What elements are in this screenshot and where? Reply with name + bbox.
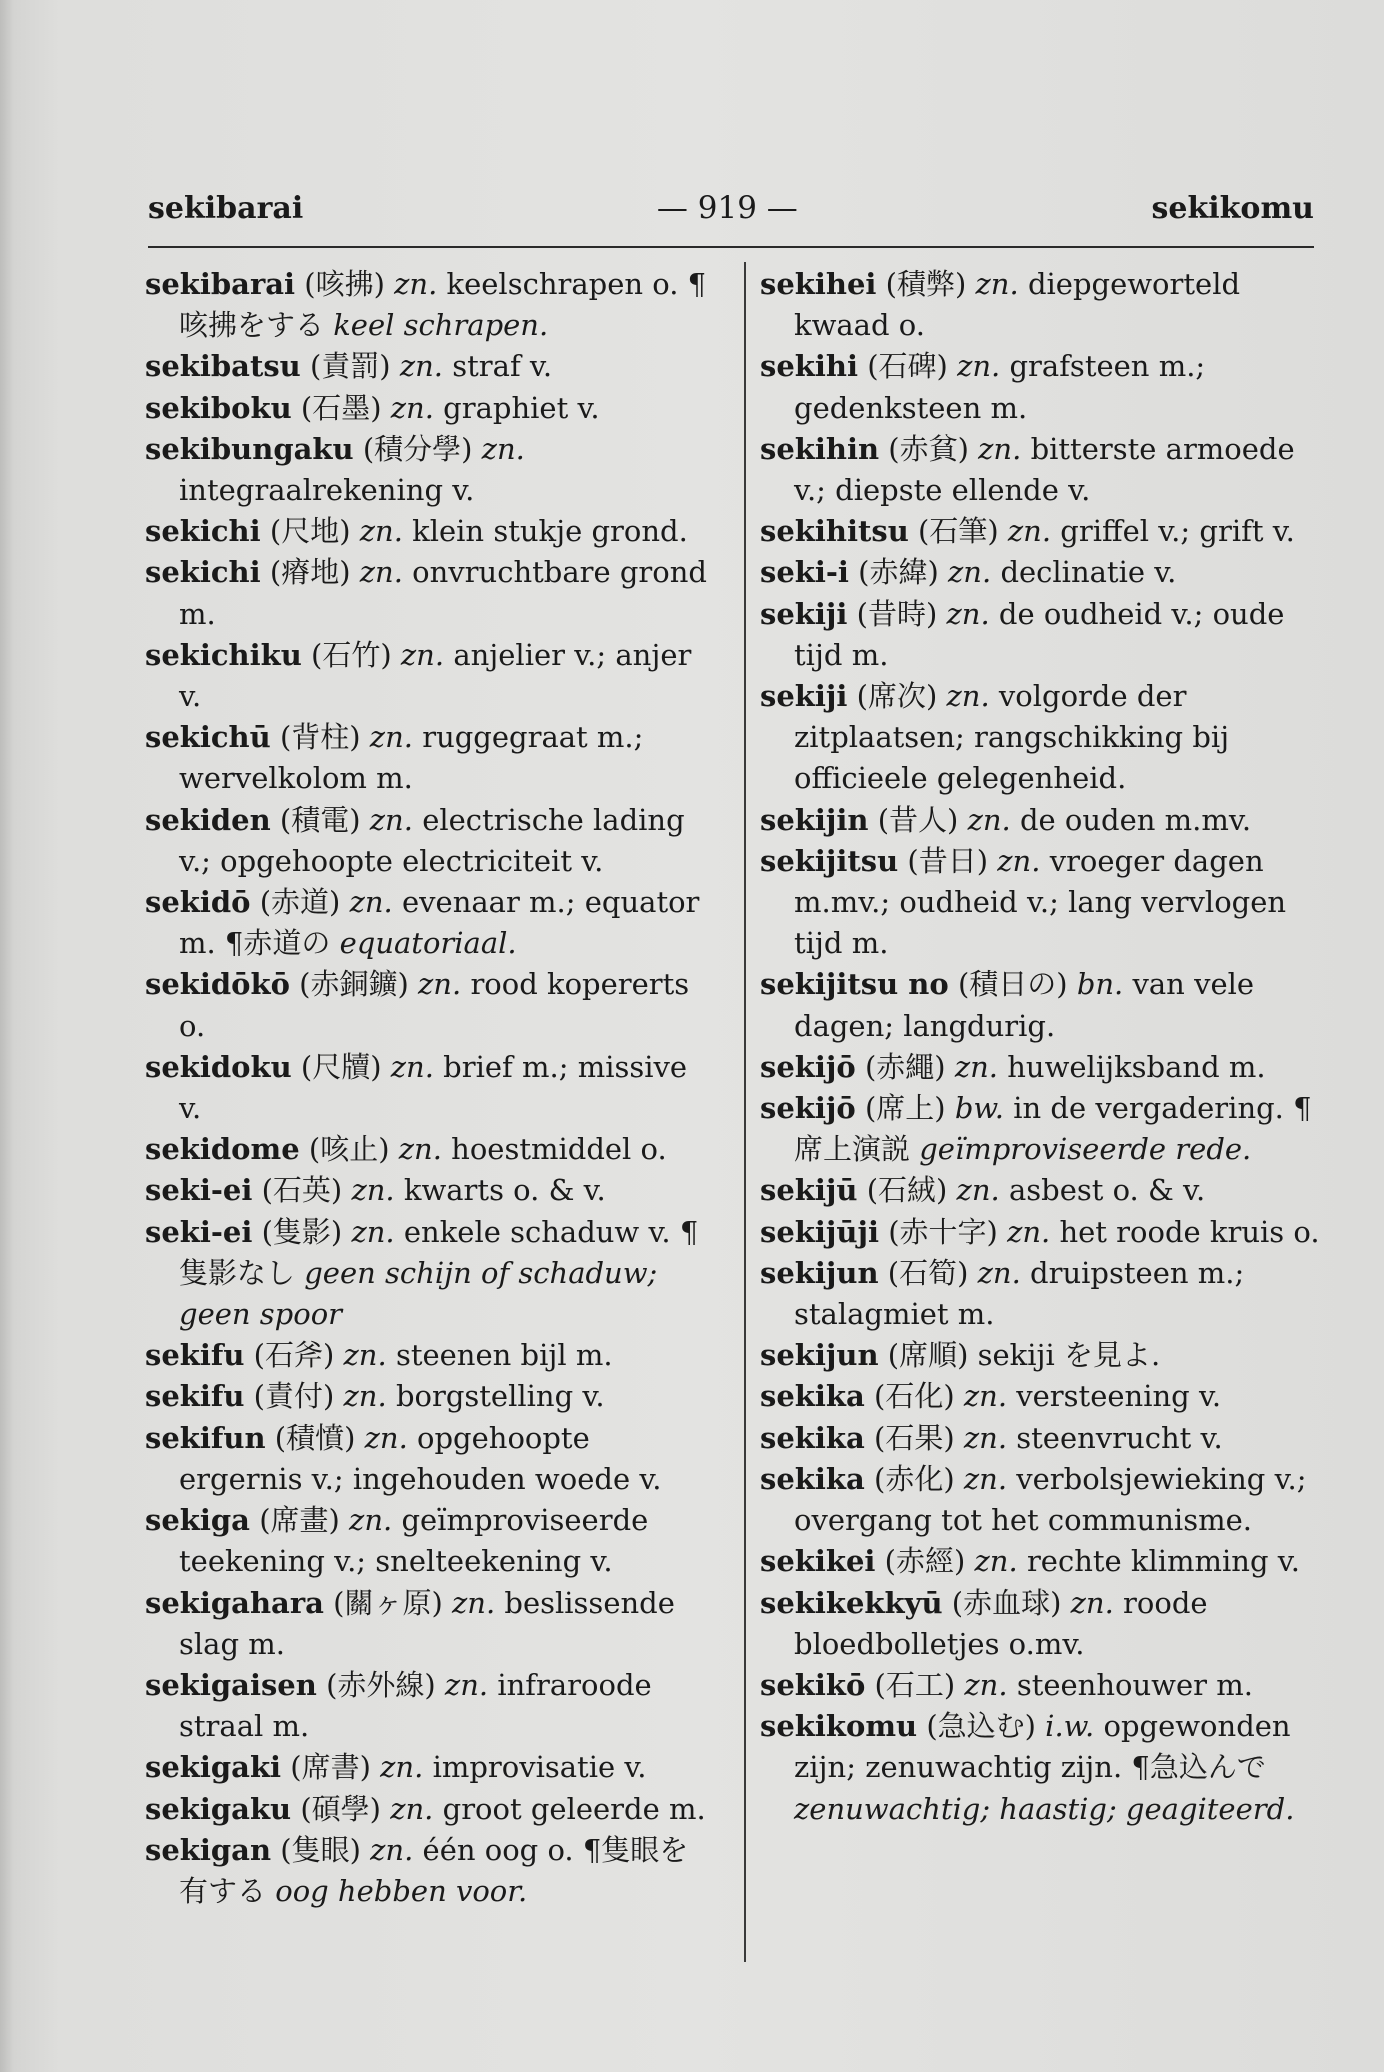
entry-definition: rechte klimming v. [1026,1544,1300,1579]
entry-part-of-speech: zn. [418,967,462,1002]
entry-part-of-speech: zn. [343,1379,387,1414]
dictionary-entry [145,1583,715,1665]
entry-part-of-speech: zn. [364,1420,408,1455]
entry-part-of-speech: zn. [349,1503,393,1538]
entry-definition: het roode kruis o. [1059,1214,1320,1249]
entry-definition: improvisatie v. [432,1750,647,1785]
entry-kanji: (赤十字) [888,1214,998,1249]
entry-headword: sekijun [760,1255,879,1290]
entry-part-of-speech: zn. [380,1750,424,1785]
entry-kanji: (昔人) [877,802,959,837]
entry-definition: declinatie v. [1000,555,1177,590]
dictionary-entry [760,1212,1330,1253]
page-number: — 919 — [656,190,798,226]
entry-part-of-speech: zn. [1007,1214,1051,1249]
entry-definition: volgorde der zitplaatsen; rangschikking bij officieele gelegenheid. [794,679,1230,796]
entry-definition: in de vergadering. ¶席上演説 [794,1091,1312,1167]
entry-part-of-speech: zn. [963,1461,1008,1496]
entry-kanji: (赤銅鑛) [299,967,409,1002]
dictionary-entry [760,1170,1330,1211]
dictionary-entry [760,429,1330,511]
dictionary-entry [145,1418,715,1500]
entry-kanji: (席畫) [259,1503,340,1538]
dictionary-entry [760,676,1330,800]
entry-headword: sekidōkō [145,967,290,1002]
entry-definition: één oog o. ¶隻眼を有する [179,1832,689,1908]
dictionary-entry [145,1376,715,1417]
entry-definition: enkele schaduw v. ¶隻影なし [179,1214,699,1290]
entry-definition: groot geleerde m. [442,1791,706,1826]
entry-definition: integraalrekening v. [179,473,475,508]
entry-kanji: (昔日) [907,843,989,878]
entry-part-of-speech: zn. [974,1544,1018,1579]
entry-kanji: (積弊) [885,267,967,301]
dictionary-entry [145,264,715,346]
entry-headword: sekihi [760,349,858,384]
entry-example: geen schijn of schaduw; geen spoor [179,1255,658,1332]
entry-kanji: (席次) [856,679,938,714]
left-running-head: sekibarai [148,190,304,226]
entry-definition: anjelier v.; anjer v. [179,637,692,714]
entry-kanji: (責付) [253,1379,335,1414]
dictionary-entry [760,1376,1330,1417]
entry-kanji: (尺地) [269,514,351,549]
entry-kanji: (背柱) [279,720,361,755]
entry-kanji: (責罰) [309,349,391,384]
entry-headword: sekikekkyū [760,1585,943,1620]
dictionary-entry [760,1665,1330,1706]
entry-kanji: (石筍) [887,1255,969,1290]
entry-definition: steenvrucht v. [1016,1420,1223,1455]
right-column [760,264,1330,1830]
column-divider [744,262,746,1962]
entry-headword: sekiga [145,1503,250,1538]
entry-part-of-speech: zn. [954,1049,998,1084]
dictionary-entry [145,1665,715,1747]
entry-definition: straf v. [452,349,553,384]
entry-headword: sekika [760,1461,865,1496]
entry-headword: sekikei [760,1544,876,1579]
dictionary-entry [145,964,715,1046]
dictionary-entry [760,800,1330,841]
entry-part-of-speech: zn. [957,349,1001,384]
entry-part-of-speech: zn. [370,1832,414,1867]
entry-kanji: (赤化) [874,1461,955,1496]
dictionary-entry [145,1830,715,1912]
entry-example: oog hebben voor. [275,1873,528,1908]
entry-headword: sekifu [145,1338,245,1373]
left-column [145,264,715,1912]
entry-kanji: (瘠地) [269,555,351,590]
entry-part-of-speech: zn. [444,1667,489,1702]
entry-definition: sekiji を見よ. [977,1338,1161,1373]
entry-kanji: (赤道) [259,885,341,920]
entry-part-of-speech: zn. [946,679,990,714]
dictionary-entry [145,346,715,387]
entry-kanji: (急込む) [926,1709,1036,1744]
dictionary-entry [760,964,1330,1046]
dictionary-entry [145,800,715,882]
entry-kanji: (積日の) [957,967,1068,1002]
entry-definition: beslissende slag m. [179,1585,675,1661]
entry-kanji: (積憤) [274,1420,356,1455]
dictionary-entry [760,1047,1330,1088]
entry-part-of-speech: zn. [948,555,992,590]
entry-headword: sekichū [145,720,271,755]
entry-headword: sekiji [760,679,848,714]
entry-part-of-speech: zn. [390,1049,434,1084]
entry-definition: electrische lading v.; opgehoopte electriciteit v. [179,802,685,878]
entry-headword: sekiboku [145,390,292,425]
entry-example: keel schrapen. [333,308,549,343]
entry-kanji: (席書) [290,1750,371,1785]
entry-kanji: (積電) [279,802,361,837]
entry-part-of-speech: zn. [997,843,1041,878]
entry-definition: borgstelling v. [395,1379,605,1414]
entry-headword: sekikomu [760,1709,918,1744]
entry-part-of-speech: zn. [963,1379,1008,1414]
entry-part-of-speech: zn. [946,596,990,631]
entry-definition: van vele dagen; langdurig. [794,967,1255,1043]
right-running-head: sekikomu [1151,190,1314,226]
entry-part-of-speech: zn. [359,514,403,549]
entry-part-of-speech: zn. [390,390,434,425]
entry-headword: sekifun [145,1420,266,1455]
entry-headword: sekigahara [145,1585,324,1620]
entry-definition: kwarts o. & v. [403,1173,606,1208]
entry-definition: bitterste armoede v.; diepste ellende v. [794,431,1295,508]
dictionary-entry [145,635,715,717]
entry-headword: seki-i [760,555,849,590]
entry-part-of-speech: zn. [399,349,444,384]
entry-definition: diepgeworteld kwaad o. [794,267,1241,343]
entry-headword: sekiden [145,802,271,837]
entry-definition: steenen bijl m. [395,1338,613,1373]
entry-definition: infraroode straal m. [179,1667,652,1744]
entry-part-of-speech: bn. [1076,967,1124,1002]
dictionary-entry [760,1459,1330,1541]
entry-kanji: (昔時) [856,596,938,631]
entry-kanji: (石英) [261,1173,343,1208]
entry-kanji: (咳止) [308,1132,390,1167]
entry-headword: sekigaisen [145,1667,317,1702]
dictionary-entry [145,1212,715,1336]
entry-headword: sekihei [760,267,877,301]
entry-definition: evenaar m.; equator m. ¶赤道の [179,885,700,961]
entry-headword: sekidome [145,1132,300,1167]
dictionary-entry [760,346,1330,428]
dictionary-entry [145,1500,715,1582]
entry-kanji: (赤繩) [864,1049,946,1084]
entry-headword: sekijūji [760,1214,879,1249]
entry-part-of-speech: zn. [975,267,1019,301]
entry-kanji: (石墨) [300,390,382,425]
entry-headword: sekidoku [145,1049,292,1084]
entry-headword: sekibarai [145,267,296,301]
entry-headword: sekigaki [145,1750,282,1785]
entry-headword: sekibungaku [145,431,354,466]
page-header [148,180,1314,236]
entry-kanji: (石工) [874,1667,956,1702]
entry-headword: sekibatsu [145,349,301,384]
entry-headword: seki-ei [145,1173,253,1208]
entry-kanji: (石竹) [311,637,392,672]
entry-definition: vroeger dagen m.mv.; oudheid v.; lang vervlogen tijd m. [794,843,1287,961]
entry-definition: ruggegraat m.; wervelkolom m. [179,720,644,796]
entry-part-of-speech: zn. [369,802,413,837]
entry-headword: sekihin [760,431,880,466]
entry-example: geïmproviseerde rede. [919,1132,1252,1167]
entry-definition: druipsteen m.; stalagmiet m. [794,1255,1245,1332]
entry-kanji: (關ヶ原) [333,1585,443,1620]
entry-headword: sekijū [760,1173,858,1208]
entry-definition: grafsteen m.; gedenksteen m. [794,349,1206,425]
entry-headword: sekijitsu no [760,967,949,1002]
dictionary-entry [145,1170,715,1211]
dictionary-entry [145,1747,715,1788]
entry-headword: seki-ei [145,1214,253,1249]
entry-kanji: (隻眼) [280,1832,361,1867]
entry-definition: verbolsjewieking v.; overgang tot het communisme. [794,1461,1307,1538]
entry-part-of-speech: zn. [963,1420,1008,1455]
dictionary-entry [760,841,1330,965]
dictionary-entry [760,1706,1330,1830]
entry-definition: huwelijksband m. [1007,1049,1266,1084]
entry-headword: sekijō [760,1049,856,1084]
dictionary-entry [145,1129,715,1170]
entry-kanji: (石筆) [918,514,999,549]
entry-part-of-speech: zn. [349,885,393,920]
entry-part-of-speech: zn. [359,555,403,590]
dictionary-entry [760,1088,1330,1170]
entry-headword: sekihitsu [760,514,909,549]
entry-headword: sekigaku [145,1791,292,1826]
entry-part-of-speech: i.w. [1045,1709,1095,1744]
entry-headword: sekijin [760,802,869,837]
entry-part-of-speech: zn. [398,1132,442,1167]
dictionary-entry [760,1335,1330,1376]
entry-part-of-speech: zn. [451,1585,496,1620]
entry-part-of-speech: zn. [964,1667,1008,1702]
entry-kanji: (積分學) [362,431,473,466]
entry-kanji: (席上) [864,1091,946,1126]
entry-definition: de oudheid v.; oude tijd m. [794,596,1285,672]
dictionary-entry [760,511,1330,552]
dictionary-entry [145,1047,715,1129]
dictionary-entry [760,1253,1330,1335]
entry-headword: sekidō [145,885,251,920]
entry-part-of-speech: zn. [956,1173,1000,1208]
dictionary-entry [145,717,715,799]
entry-kanji: (石碑) [867,349,948,384]
entry-headword: sekigan [145,1832,272,1867]
entry-kanji: (赤貧) [888,431,969,466]
entry-part-of-speech: zn. [481,431,525,466]
entry-kanji: (赤外線) [326,1667,436,1702]
entry-headword: sekichiku [145,637,302,672]
entry-headword: sekichi [145,514,261,549]
entry-kanji: (尺牘) [300,1049,382,1084]
entry-headword: sekika [760,1379,865,1414]
entry-definition: opgehoopte ergernis v.; ingehouden woede v. [179,1420,662,1496]
entry-headword: sekijō [760,1091,856,1126]
entry-part-of-speech: zn. [351,1173,395,1208]
entry-definition: asbest o. & v. [1008,1173,1206,1208]
entry-definition: opgewonden zijn; zenuwachtig zijn. ¶急込んで [794,1709,1291,1785]
entry-part-of-speech: zn. [977,1255,1021,1290]
entry-kanji: (咳拂) [304,267,385,301]
entry-part-of-speech: zn. [978,431,1022,466]
entry-part-of-speech: zn. [369,720,413,755]
entry-part-of-speech: zn. [1007,514,1052,549]
entry-definition: brief m.; missive v. [179,1049,688,1126]
entry-headword: sekikō [760,1667,866,1702]
entry-headword: sekichi [145,555,261,590]
dictionary-entry [760,1418,1330,1459]
entry-headword: sekiji [760,596,848,631]
dictionary-entry [145,511,715,552]
entry-definition: klein stukje grond. [412,514,688,549]
entry-example: zenuwachtig; haastig; geagiteerd. [794,1791,1295,1826]
entry-part-of-speech: zn. [1070,1585,1114,1620]
entry-definition: keelschrapen o. ¶咳拂をする [179,267,707,343]
entry-headword: sekijun [760,1338,879,1373]
entry-part-of-speech: zn. [343,1338,387,1373]
header-rule [148,246,1314,248]
entry-kanji: (石化) [874,1379,955,1414]
entry-definition: graphiet v. [443,390,600,425]
dictionary-entry [145,552,715,634]
entry-definition: de ouden m.mv. [1019,802,1252,837]
entry-part-of-speech: zn. [394,267,438,301]
entry-example: equatoriaal. [339,926,517,961]
entry-kanji: (赤經) [884,1544,966,1579]
dictionary-entry [760,594,1330,676]
entry-definition: onvruchtbare grond m. [179,555,707,631]
dictionary-entry [760,264,1330,346]
entry-part-of-speech: zn. [351,1214,395,1249]
entry-headword: sekijitsu [760,843,899,878]
dictionary-entry [145,1789,715,1830]
entry-definition: steenhouwer m. [1016,1667,1253,1702]
entry-kanji: (隻影) [261,1214,343,1249]
entry-kanji: (席順) [887,1338,969,1373]
entry-headword: sekika [760,1420,865,1455]
dictionary-entry [760,552,1330,593]
entry-kanji: (石斧) [253,1338,335,1373]
dictionary-entry [760,1541,1330,1582]
entry-kanji: (赤緯) [858,555,939,590]
entry-part-of-speech: zn. [967,802,1011,837]
entry-kanji: (石果) [874,1420,955,1455]
entry-kanji: (碩學) [300,1791,381,1826]
dictionary-entry [145,1335,715,1376]
entry-definition: geïmproviseerde teekening v.; snelteekening v. [179,1503,649,1579]
entry-definition: roode bloedbolletjes o.mv. [794,1585,1208,1661]
entry-definition: rood kopererts o. [179,967,690,1043]
entry-part-of-speech: bw. [954,1091,1004,1126]
entry-definition: hoestmiddel o. [451,1132,667,1167]
entry-definition: versteening v. [1016,1379,1222,1414]
entry-headword: sekifu [145,1379,245,1414]
entry-kanji: (赤血球) [951,1585,1062,1620]
dictionary-entry [145,882,715,964]
entry-definition: griffel v.; grift v. [1060,514,1295,549]
entry-kanji: (石絨) [866,1173,948,1208]
dictionary-entry [145,429,715,511]
dictionary-entry [145,388,715,429]
entry-part-of-speech: zn. [390,1791,434,1826]
entry-part-of-speech: zn. [400,637,445,672]
dictionary-entry [760,1583,1330,1665]
